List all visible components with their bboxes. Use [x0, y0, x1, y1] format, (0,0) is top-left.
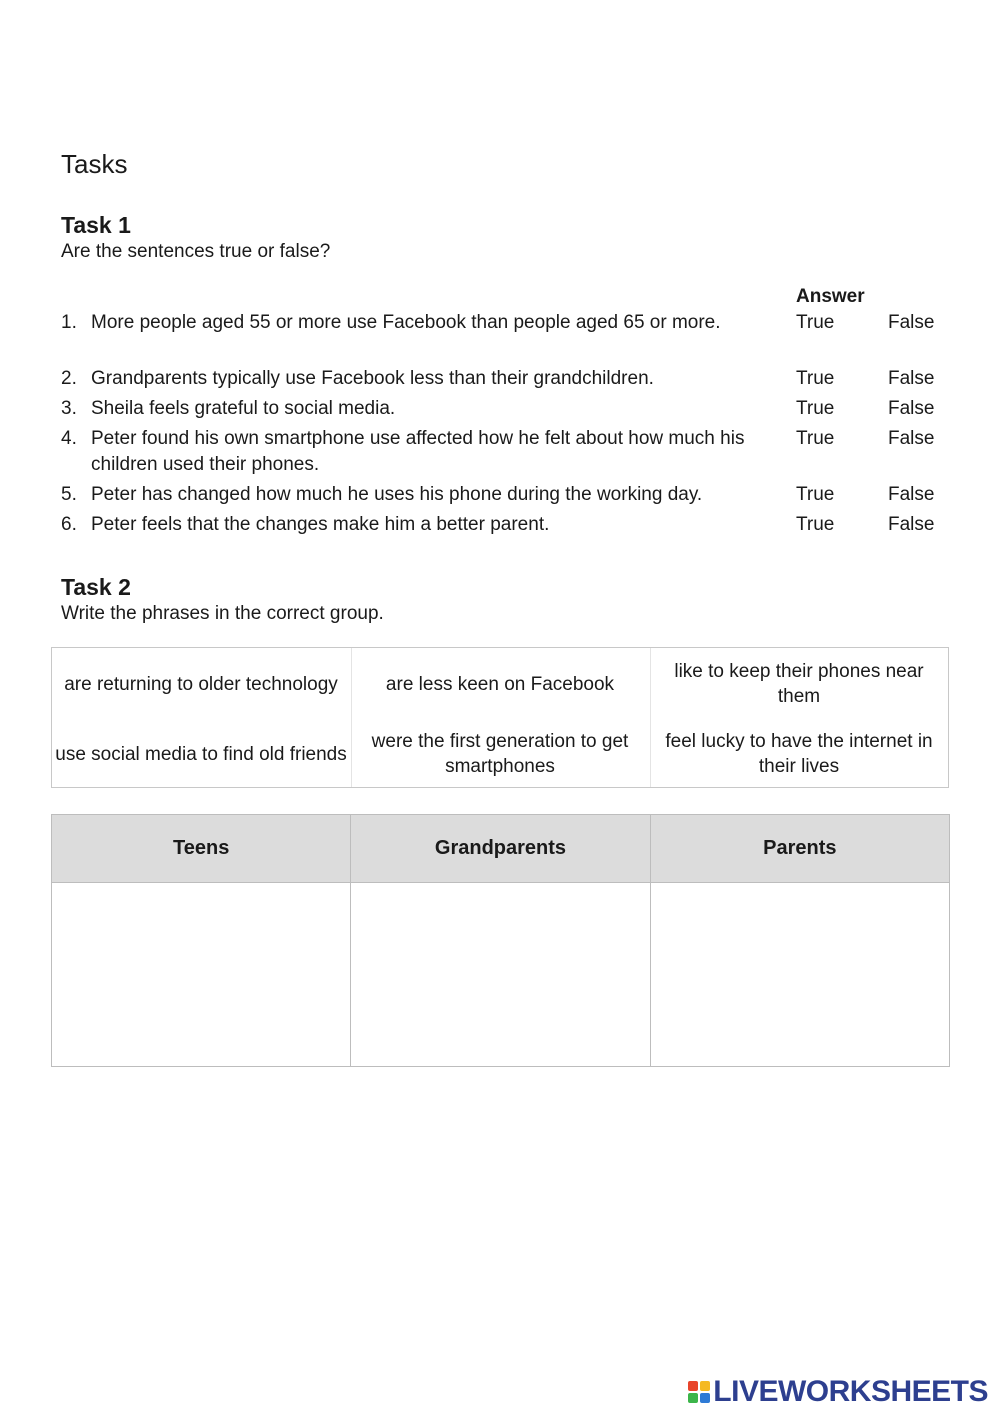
question-text: Grandparents typically use Facebook less than their grandchildren.: [91, 368, 654, 389]
question-text: More people aged 55 or more use Facebook than people aged 65 or more.: [91, 312, 721, 333]
true-option[interactable]: True: [796, 312, 835, 333]
question-number: 3.: [61, 398, 77, 419]
group-header-teens: Teens: [52, 815, 351, 883]
question-number: 2.: [61, 368, 77, 389]
logo-text: LIVEWORKSHEETS: [713, 1375, 988, 1408]
task1-title: Task 1: [61, 212, 131, 238]
group-header-grandparents: Grandparents: [351, 815, 650, 883]
question-number: 6.: [61, 514, 77, 535]
true-option[interactable]: True: [796, 484, 835, 505]
phrase-card[interactable]: feel lucky to have the internet in their lives: [665, 731, 933, 777]
true-option[interactable]: True: [796, 398, 835, 419]
phrase-card[interactable]: use social media to find old friends: [55, 743, 347, 765]
true-option[interactable]: True: [796, 368, 835, 389]
question-number: 5.: [61, 484, 77, 505]
true-option[interactable]: True: [796, 514, 835, 535]
logo-square: [700, 1393, 710, 1403]
phrase-card[interactable]: are less keen on Facebook: [385, 673, 615, 695]
liveworksheets-logo: [688, 1374, 988, 1410]
question-text: Peter has changed how much he uses his phone during the working day.: [91, 484, 703, 505]
question-number: 1.: [61, 312, 77, 333]
answer-header: Answer: [796, 286, 865, 307]
task2-instruction: Write the phrases in the correct group.: [61, 603, 384, 624]
false-option[interactable]: False: [888, 398, 935, 419]
logo-square: [688, 1381, 698, 1391]
false-option[interactable]: False: [888, 368, 935, 389]
group-header-parents: Parents: [650, 815, 949, 883]
phrase-bank: [51, 647, 949, 788]
phrase-card[interactable]: are returning to older technology: [64, 673, 338, 695]
question-number: 4.: [61, 428, 77, 449]
true-option[interactable]: True: [796, 428, 835, 449]
page-title: Tasks: [61, 149, 128, 179]
logo-grid-icon: [688, 1381, 710, 1403]
false-option[interactable]: False: [888, 484, 935, 505]
false-option[interactable]: False: [888, 514, 935, 535]
phrase-card[interactable]: were the first generation to get smartphones: [371, 731, 629, 777]
column-divider: [650, 648, 651, 787]
drop-zone-grandparents[interactable]: [351, 883, 650, 1067]
question-text: Sheila feels grateful to social media.: [91, 398, 396, 419]
phrase-card[interactable]: like to keep their phones near them: [674, 661, 924, 707]
logo-square: [700, 1381, 710, 1391]
grouping-table: [51, 814, 950, 1067]
drop-zone-parents[interactable]: [650, 883, 949, 1067]
question-text: Peter found his own smartphone use affected how he felt about how much his children used their phones.: [91, 428, 745, 475]
question-text: Peter feels that the changes make him a better parent.: [91, 514, 550, 535]
logo-square: [688, 1393, 698, 1403]
false-option[interactable]: False: [888, 312, 935, 333]
column-divider: [351, 648, 352, 787]
task1-instruction: Are the sentences true or false?: [61, 241, 331, 262]
false-option[interactable]: False: [888, 428, 935, 449]
task2-title: Task 2: [61, 574, 131, 600]
drop-zone-teens[interactable]: [52, 883, 351, 1067]
